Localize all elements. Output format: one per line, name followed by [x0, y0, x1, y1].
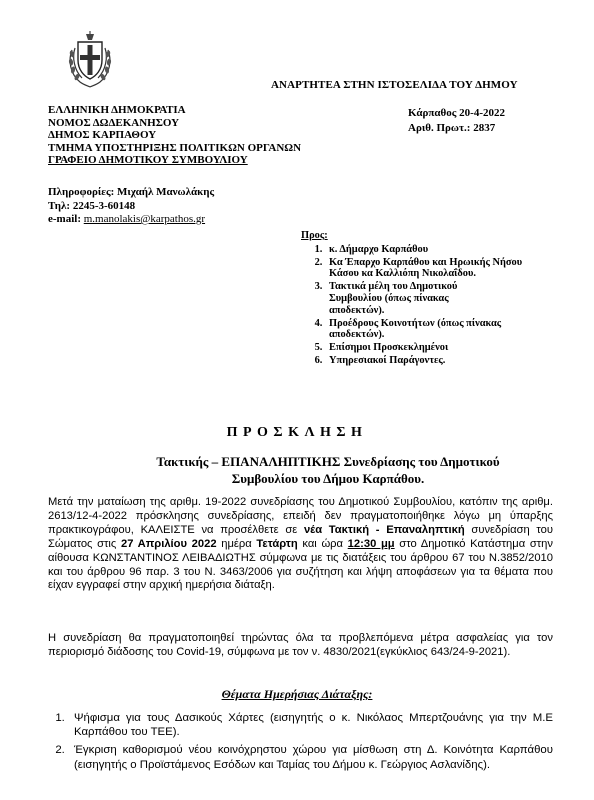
agenda-block: [48, 711, 553, 776]
recipients-list: [301, 244, 554, 367]
contact-phone: Τηλ: 2245-3-60148: [48, 199, 136, 212]
email-link[interactable]: m.manolakis@karpathos.gr: [83, 213, 206, 225]
body-paragraph-2: Η συνεδρίαση θα πραγματοποιηθεί τηρώντας όλα τα προβλεπόμενα μέτρα ασφαλείας για τον περιορισμό διάδοσης του Covid-19, σύμφωνα με τον ν. 4830/2021(εγκύκλιος 643/24-9-2021).: [48, 632, 553, 658]
recipient-item: 6. Υπηρεσιακοί Παράγοντες.: [325, 355, 544, 367]
header-line-department: ΤΜΗΜΑ ΥΠΟΣΤΗΡΙΞΗΣ ΠΟΛΙΤΙΚΩΝ ΟΡΓΑΝΩΝ: [48, 141, 302, 154]
contact-email-line: [48, 213, 214, 227]
subtitle-line-1: Τακτικής – ΕΠΑΝΑΛΗΠΤΙΚΗΣ Συνεδρίασης του Δημοτικού: [156, 454, 500, 469]
date-protocol: [408, 106, 505, 135]
p1-text-e: και ώρα: [297, 537, 348, 550]
recipients-block: [301, 230, 554, 368]
p1-meeting-date: 27 Απριλίου 2022: [120, 537, 217, 550]
protocol-number: Αριθ. Πρωτ.: 2837: [408, 121, 496, 134]
agenda-item: 1. Ψήφισμα για τους Δασικούς Χάρτες (εισηγητής ο κ. Νικόλαος Μπερτζουάνης για την Μ.Ε Καρπάθου του ΤΕΕ).: [68, 711, 553, 739]
greek-emblem-icon: [66, 30, 114, 88]
p1-meeting-day: Τετάρτη: [256, 537, 298, 550]
document-title: ΠΡΟΣΚΛΗΣΗ: [226, 425, 368, 440]
header-line-republic: ΕΛΛΗΝΙΚΗ ΔΗΜΟΚΡΑΤΙΑ: [48, 104, 186, 116]
agenda-title: Θέματα Ημερήσιας Διάταξης:: [221, 687, 373, 701]
header-line-office: ΓΡΑΦΕΙΟ ΔΗΜΟΤΙΚΟΥ ΣΥΜΒΟΥΛΙΟΥ: [48, 154, 248, 167]
issuer-header: [48, 104, 301, 167]
body-paragraph-1: [48, 496, 553, 593]
contact-person: Πληροφορίες: Μιχαήλ Μανωλάκης: [48, 186, 215, 198]
recipient-item: 2. Κα Έπαρχο Καρπάθου και Ηρωικής Νήσου Κάσου κα Καλλιόπη Νικολαΐδου.: [325, 257, 554, 281]
contact-info: [48, 186, 214, 227]
recipient-item: 3. Τακτικά μέλη του Δημοτικού Συμβουλίου (όπως πίνακας αποδεκτών).: [325, 281, 479, 316]
recipient-item: 5. Επίσημοι Προσκεκλημένοι: [325, 342, 544, 354]
recipient-item: 4. Προέδρους Κοινοτήτων (όπως πίνακας αποδεκτών).: [325, 318, 544, 342]
recipients-title: Προς:: [301, 230, 328, 241]
p1-meeting-time: 12:30 μμ: [347, 537, 395, 550]
p1-text-d: ημέρα: [216, 537, 257, 550]
email-label: e-mail:: [48, 213, 84, 225]
header-line-prefecture: ΝΟΜΟΣ ΔΩΔΕΚΑΝΗΣΟΥ: [48, 116, 180, 129]
header-line-municipality: ΔΗΜΟΣ ΚΑΡΠΑΘΟΥ: [48, 129, 157, 142]
p1-text-f: στο Δημοτικό Κατάστημα στην αίθουσα ΚΩΝΣΤΑΝΤΙΝΟΣ ΛΕΙΒΑΔΙΩΤΗΣ σύμφωνα με τις διατάξεις του άρθρου 67 του Ν.3852/2010 και του άρθρου 96 παρ. 3 του Ν. 3463/2006 για συζήτηση και λήψη αποφάσεων για τα θέματα που είχαν εγγραφεί στην αρχική ημερήσια διάταξη.: [48, 537, 553, 592]
p1-meeting-type: νέα Τακτική - Επαναληπτική: [303, 523, 465, 536]
document-date: Κάρπαθος 20-4-2022: [408, 107, 505, 119]
agenda-item: 2. Έγκριση καθορισμού νέου κοινόχρηστου χώρου για μίσθωση στη Δ. Κοινότητα Καρπάθου (εισηγητής ο Προϊστάμενος Εσόδων και Ταμίας του Δήμου κ. Γεώργιος Ασλανίδης).: [68, 743, 553, 771]
recipient-item: 1. κ. Δήμαρχο Καρπάθου: [325, 244, 519, 256]
subtitle-line-2: Συμβουλίου του Δήμου Καρπάθου.: [231, 471, 425, 486]
p1-text-a: Μετά την ματαίωση της αριθμ. 19-2022 συνεδρίασης του Δημοτικού Συμβουλίου, κατόπιν της αριθμ. 2613/12-4-2022 πρόσκλησης συνεδρίασης, επειδή δεν πραγματοποιήθηκε λόγω μη ύπαρξης πρακτικογράφου, ΚΑΛΕΙΣΤΕ να προσέλθετε σε: [48, 496, 553, 536]
agenda-list: [48, 711, 553, 772]
publication-notice: ΑΝΑΡΤΗΤΕΑ ΣΤΗΝ ΙΣΤΟΣΕΛΙΔΑ ΤΟΥ ΔΗΜΟΥ: [271, 79, 518, 91]
p1-text-c: συνεδρίαση του Σώματος στις: [48, 523, 554, 550]
document-subtitle: [108, 453, 548, 487]
